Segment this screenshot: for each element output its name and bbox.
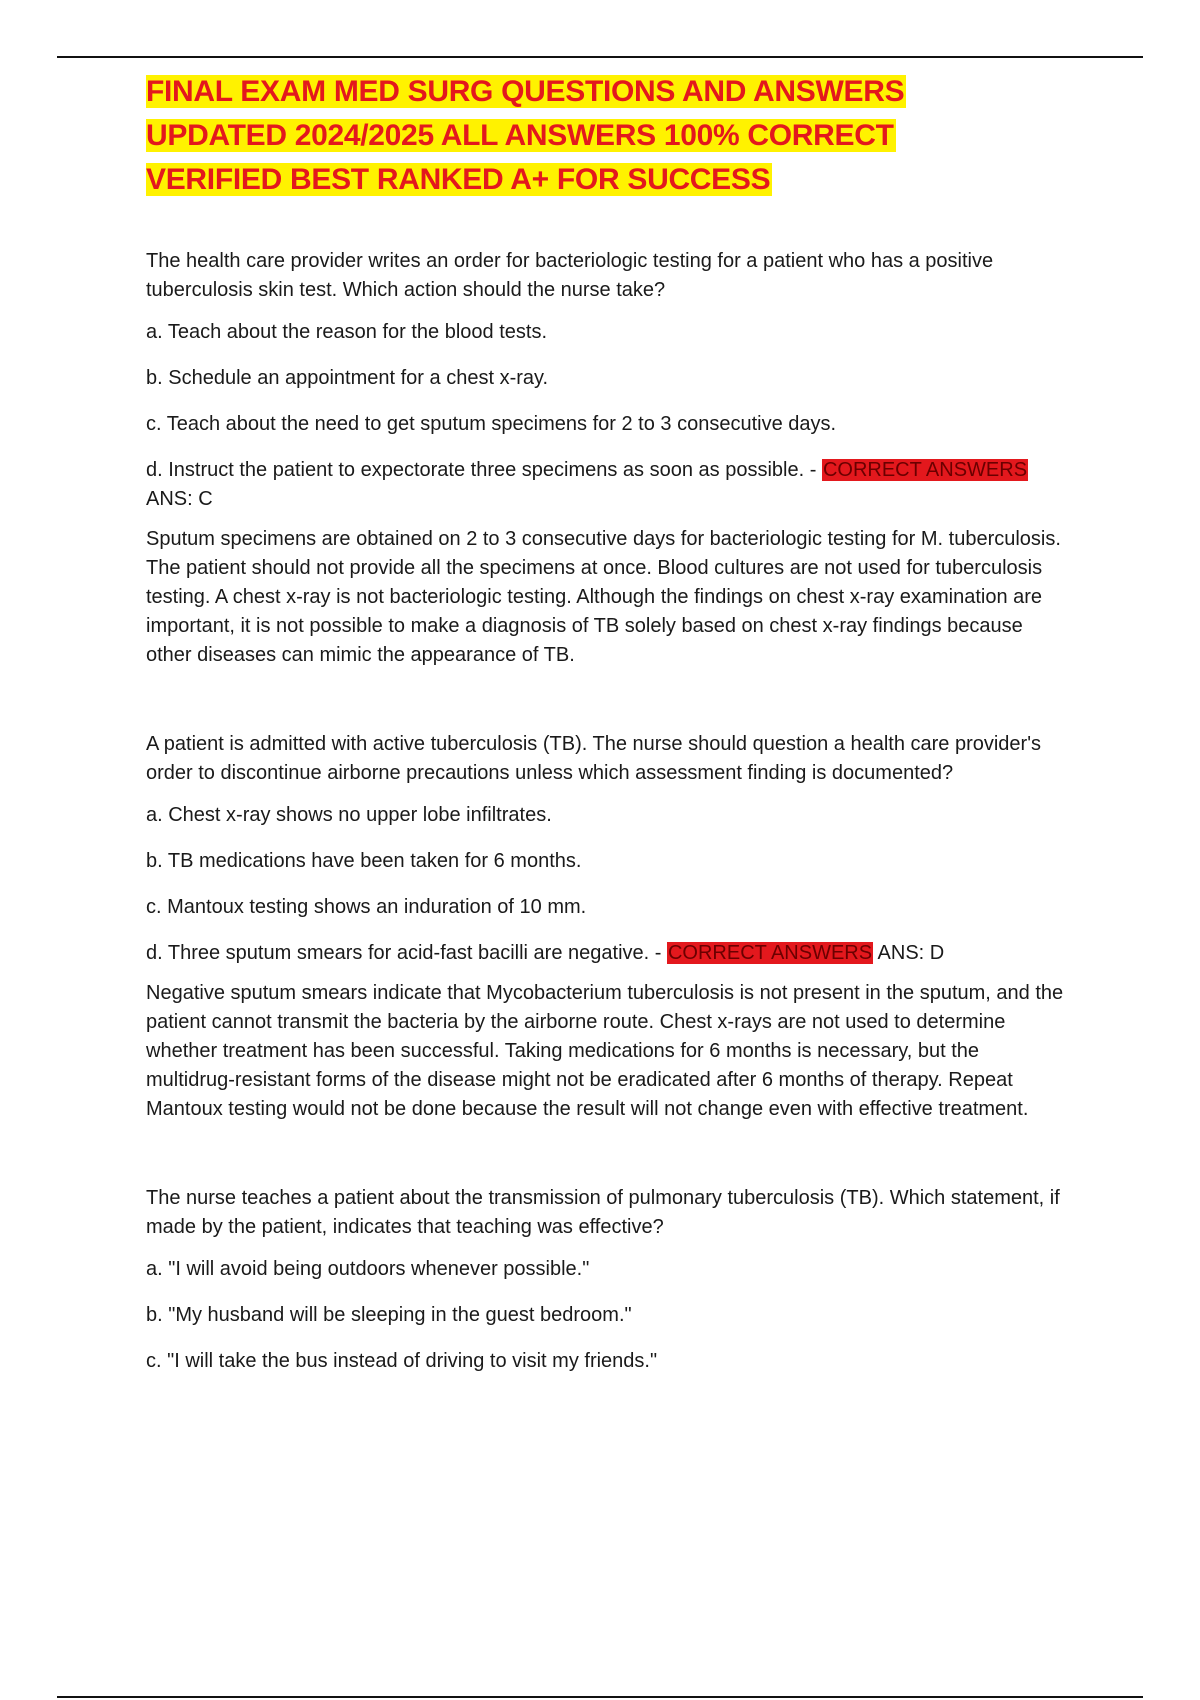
option-d-text: d. Instruct the patient to expectorate three specimens as soon as possible. -	[146, 459, 817, 481]
footer-rule	[57, 1696, 1143, 1698]
document-body	[146, 70, 1066, 1393]
option-a: a. Chest x-ray shows no upper lobe infiltrates.	[146, 804, 552, 826]
option-c: c. Mantoux testing shows an induration of 10 mm.	[146, 896, 587, 918]
option-a: a. "I will avoid being outdoors whenever possible."	[146, 1258, 590, 1280]
option-d	[146, 456, 1066, 514]
option-d-text: d. Three sputum smears for acid-fast bacilli are negative. -	[146, 942, 662, 964]
correct-answers-tag: CORRECT ANSWERS	[822, 459, 1028, 481]
title-line-3: VERIFIED BEST RANKED A+ FOR SUCCESS	[146, 163, 771, 196]
question-block-1	[146, 247, 1066, 670]
answer-explanation: Negative sputum smears indicate that Mycobacterium tuberculosis is not present in the sputum, and the patient cannot transmit the bacteria by the airborne route. Chest x-rays are not used to determine whether treatment has been successful. Taking medications for 6 months is necessary, but the multidrug-resistant forms of the disease might not be eradicated after 6 months of therapy. Repeat Mantoux testing would not be done because the result will not change even with effective treatment.	[146, 982, 1064, 1120]
question-stem: A patient is admitted with active tuberculosis (TB). The nurse should question a health care provider's order to discontinue airborne precautions unless which assessment finding is documented?	[146, 733, 1042, 784]
title-highlight	[146, 75, 906, 196]
option-b: b. TB medications have been taken for 6 months.	[146, 850, 582, 872]
option-b: b. Schedule an appointment for a chest x-ray.	[146, 367, 549, 389]
option-c: c. Teach about the need to get sputum specimens for 2 to 3 consecutive days.	[146, 413, 837, 435]
header-rule	[57, 56, 1143, 58]
option-d	[146, 939, 1066, 968]
answer-key: ANS: D	[877, 942, 945, 964]
question-block-2	[146, 730, 1066, 1124]
option-b: b. "My husband will be sleeping in the guest bedroom."	[146, 1304, 632, 1326]
question-block-3	[146, 1184, 1066, 1376]
correct-answers-tag: CORRECT ANSWERS	[667, 942, 873, 964]
title-line-1: FINAL EXAM MED SURG QUESTIONS AND ANSWERS	[146, 75, 905, 108]
question-stem: The nurse teaches a patient about the transmission of pulmonary tuberculosis (TB). Which statement, if made by the patient, indicates that teaching was effective?	[146, 1187, 1060, 1238]
question-stem: The health care provider writes an order for bacteriologic testing for a patient who has a positive tuberculosis skin test. Which action should the nurse take?	[146, 250, 994, 301]
answer-key: ANS: C	[146, 488, 213, 510]
title-line-2: UPDATED 2024/2025 ALL ANSWERS 100% CORRECT	[146, 119, 894, 152]
option-a: a. Teach about the reason for the blood tests.	[146, 321, 548, 343]
option-c: c. "I will take the bus instead of driving to visit my friends."	[146, 1350, 658, 1372]
document-title	[146, 70, 1066, 202]
answer-explanation: Sputum specimens are obtained on 2 to 3 consecutive days for bacteriologic testing for M. tuberculosis. The patient should not provide all the specimens at once. Blood cultures are not used for tuberculosis testing. A chest x-ray is not bacteriologic testing. Although the findings on chest x-ray examination are important, it is not possible to make a diagnosis of TB solely based on chest x-ray findings because other diseases can mimic the appearance of TB.	[146, 528, 1061, 666]
